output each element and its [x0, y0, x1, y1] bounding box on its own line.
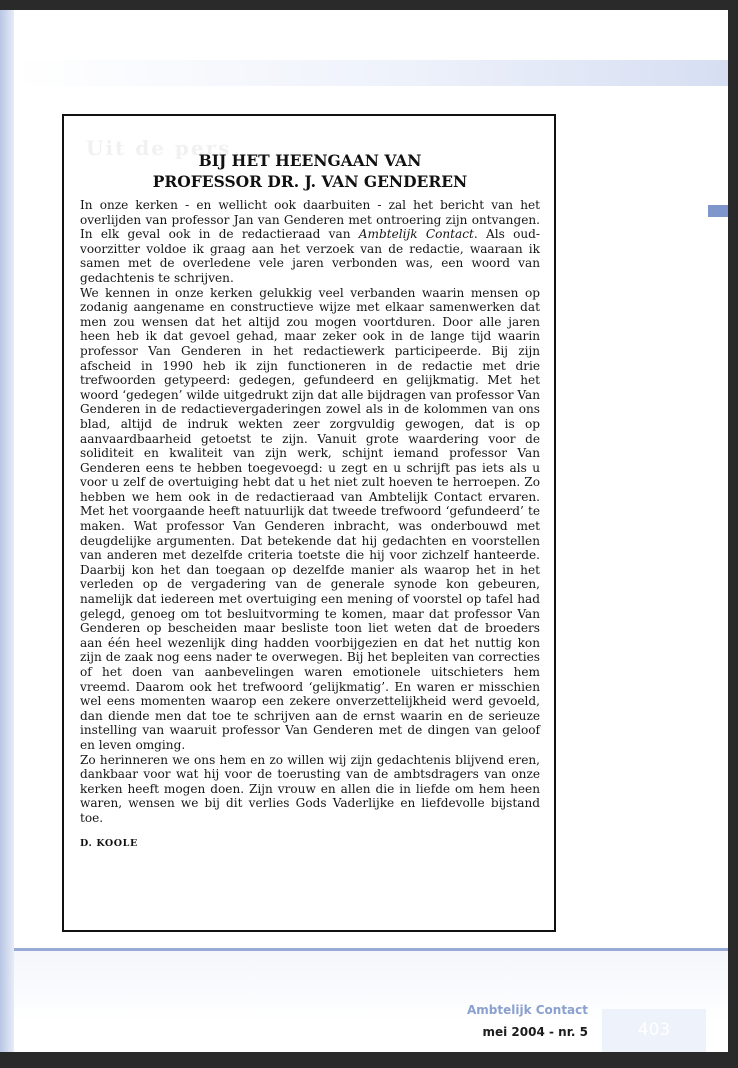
journal-name-italic: Ambtelijk Contact: [358, 227, 474, 242]
scan-border-top: [0, 0, 738, 10]
page-spine-shadow: [0, 10, 14, 1052]
scan-border-right: [728, 0, 738, 1068]
paragraph-1-part-1: In onze kerken - en wellicht ook daarbuiten - zal het bericht van het overlijden van professor Jan van Genderen met ontroering zijn ontvangen. In elk geval ook in de redactieraad van: [80, 198, 540, 242]
paragraph-3: Zo herinneren we ons hem en zo willen wij zijn gedachtenis blijvend eren, dankbaar voor wat hij voor de toerusting van de ambtsdragers van onze kerken heeft mogen doen. Zijn vrouw en allen die in liefde om hem heen waren, wensen we bij dit verlies Gods Vaderlijke en liefdevolle bijstand toe.: [80, 752, 540, 825]
page-number: 403: [637, 1020, 671, 1040]
footer-issue-date: mei 2004 - nr. 5: [482, 1025, 588, 1039]
paragraph-2: We kennen in onze kerken gelukkig veel verbanden waarin mensen op zodanig aangename en constructieve wijze met elkaar samenwerken dat men zou wensen dat het altijd zou mogen voortduren. Door alle jaren heen heb ik dat gevoel gehad, maar zeker ook in de lange tijd waarin professor Van Genderen in het redactiewerk participeerde. Bij zijn afscheid in 1990 heb ik zijn functioneren in de redactie met drie trefwoorden getypeerd: gedegen, gefundeerd en gelijkmatig. Met het woord ‘gedegen’ wilde uitgedrukt zijn dat alle bijdragen van professor Van Genderen in de redactievergaderingen zowel als in de kolommen van ons blad, altijd de indruk wekten zeer zorgvuldig gewogen, dat is op aanvaardbaarheid getoetst te zijn. Vanuit grote waardering voor de soliditeit en kwaliteit van zijn werk, schijnt iemand professor Van Genderen eens te hebben toegevoegd: u zegt en u schrijft pas iets als u voor u zelf de overtuiging hebt dat u het niet zult hoeven te herroepen. Zo hebben we hem ook in de redactieraad van Ambtelijk Contact ervaren. Met het voorgaande heeft natuurlijk dat tweede trefwoord ‘gefundeerd’ te maken. Wat professor Van Genderen inbracht, was onderbouwd met deugdelijke argumenten. Dat betekende dat hij gedachten en voorstellen van anderen met dezelfde criteria toetste die hij voor zichzelf hanteerde. Daarbij kon het dan toegaan op dezelfde manier als waarop het in het verleden op de vergadering van de generale synode kon gebeuren, namelijk dat iedereen met overtuiging een mening of voorstel op tafel had gelegd, genoeg om tot besluitvorming te komen, maar dat professor Van Genderen op bescheiden maar besliste toon liet weten dat de broeders aan één heel wezenlijk ding hadden voorbijgezien en dat het nuttig kon zijn de zaak nog eens nader te overwegen. Bij het bepleiten van correcties of het doen van aanbevelingen waren emotionele uitschieters hem vreemd. Daarom ook het trefwoord ‘gelijkmatig’. En waren er misschien wel eens momenten waarop een zekere onverzettelijkheid werd gevoeld, dan diende men dat toe te schrijven aan de ernst waarin en de serieuze instelling van waaruit professor Van Genderen met de dingen van geloof en leven omging.: [80, 285, 540, 752]
article-box: [62, 114, 556, 932]
article-title-line-2: PROFESSOR DR. J. VAN GENDEREN: [152, 172, 468, 191]
faded-section-heading: Uit de pers: [86, 136, 232, 160]
article-body: [80, 198, 540, 826]
paragraph-1: [80, 198, 540, 286]
margin-tab-marker: [708, 205, 728, 217]
author-signature: D. KOOLE: [80, 837, 138, 849]
page-number-block: [602, 1009, 706, 1052]
footer-journal-name: Ambtelijk Contact: [466, 1003, 588, 1017]
article-title: [80, 150, 540, 192]
paragraph-1-part-2: . Als oud-voorzitter voldoe ik graag aan het verzoek van de redactie, waaraan ik samen met de overledene vele jaren verbonden was, een woord van gedachtenis te schrijven.: [80, 227, 540, 285]
scan-border-bottom: [0, 1052, 738, 1068]
article-title-line-1: BIJ HET HEENGAAN VAN: [198, 151, 422, 170]
header-color-band: [14, 60, 728, 86]
